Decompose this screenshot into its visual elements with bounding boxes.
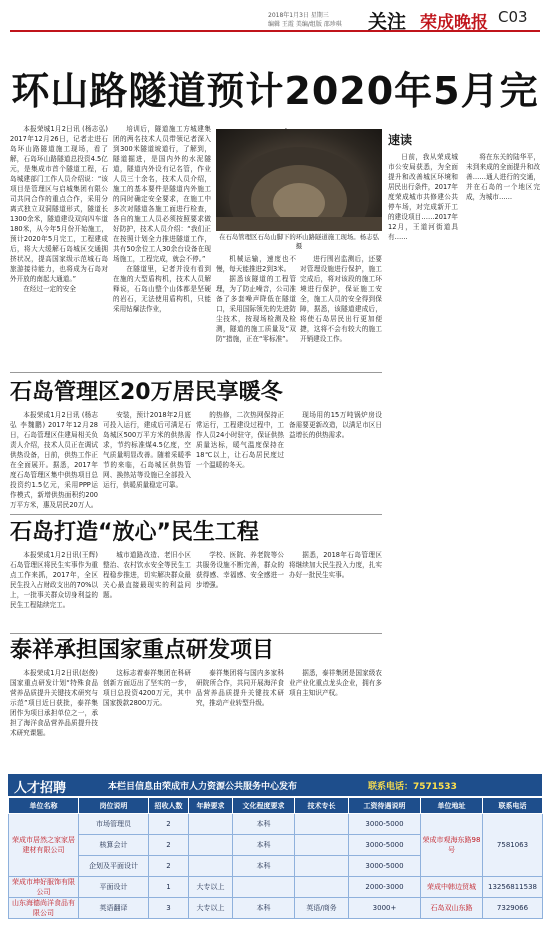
company-address: 荣成市观海东路98号 [421,814,483,877]
article3-column-4 [289,550,382,630]
company-name: 荣成市坤好服饰有限公司 [9,877,79,898]
article1-paragraph: 培训后，隧道施工方城建集团的两名技术人员带领记者深入到300米隧道坡道行，了解到，隧道掘进，是国内外的水泥隧道，隧道内外设有记名管，作业人员三十余名，技术人员介绍，施工的基本要件是隧道内外施工的同时确定安全要求，在施工中多次对隧道各施工面进行检查，各自的施工人员必须按照要求做好防护，技术人员介绍：“我们正在按照计划全力推进隧道工作，共有50余位工人30余台设备在现场施工，工程完成，就会不停。” [113,125,211,263]
article4-text: 泰祥集团将与国内多家科研院所合作，共同开展海洋食品营养品质提升关键技术研究，推动产业转型升级。 [196,669,284,707]
article2-text: 安装，预计2018年2月底可投入运行，建成后可满足石岛城区500万平方米的供热需求，节约标准煤4.5亿度，空气质量明显改善。随着采暖季节的来临，石岛城区供热管网、换热站等设施已全部投入运行，供暖质量稳定可靠。 [103,411,191,489]
table-header: 文化程度要求 [233,798,295,814]
article3-text: 城市道路改造、老旧小区整治、农村饮水安全等民生工程稳步推进，切实解决群众最关心最直接最现实的利益问题。 [103,551,191,599]
hire-count: 1 [149,877,189,898]
table-header: 单位名称 [9,798,79,814]
divider [10,514,382,515]
divider [10,372,382,373]
skill-requirement [295,835,349,856]
skill-requirement [295,877,349,898]
article4-text: 本报荣成1月2日讯(赵俊)国家重点研发计划“特殊食品营养品质提升关键技术研究与示范”项目近日获批，泰祥集团作为项目承担单位之一，承担了海洋食品营养品质提升技术研究课题。 [10,669,98,737]
education-requirement [233,877,295,898]
article1-column-2 [113,124,211,368]
skill-requirement: 英语/商务 [295,898,349,919]
education-requirement: 本科 [233,835,295,856]
article2-column-3 [196,410,284,510]
article4-text: 这标志着泰祥集团在科研创新方面迈出了坚实的一步，项目总投资4200万元，其中国家拨款2800万元。 [103,669,191,707]
article4-title: 泰祥承担国家重点研发项目 [10,638,275,663]
main-headline: 环山路隧道预计2020年5月完 [11,69,539,113]
hire-count: 2 [149,814,189,835]
article2-column-4 [289,410,382,510]
article2-title: 石岛管理区20万居民享暖冬 [10,380,283,405]
page-number: C03 [498,8,528,26]
masthead [10,4,540,32]
article3-column-3 [196,550,284,630]
education-requirement: 本科 [233,856,295,877]
article4-column-1 [10,668,98,764]
photo-caption: 在石岛管理区石岛山脚下的环山路隧道施工现场。杨志弘 摄 [219,233,379,250]
article3-text: 本报荣成1月2日讯(王辉) 石岛管理区将民生实事作为重点工作来抓，2017年，全区民生投入占财政支出的70%以上，一批事关群众切身利益的民生工程陆续完工。 [10,551,98,609]
recruitment-table [8,797,543,919]
tunnel-photo [216,129,382,231]
recruitment-notice: 本栏目信息由荣成市人力资源公共服务中心发布 [108,782,298,792]
table-header: 岗位说明 [79,798,149,814]
table-header: 单位地址 [421,798,483,814]
divider [10,633,382,634]
article1-paragraph: 本报荣城1月2日讯 (杨志弘) 2017年12月26日，记者走进石岛环山路隧道施工现场，看了解，石岛环山路隧道总投资4.5亿元，是集成市首个隧道工程，石岛城建部门工作人员介绍说：“该项目是管理区与启城集团有限公司共同合作的重点合作，采用分离式独立双洞隧道形式，隧道长1300余米，隧道建设双向四车道180米，从今年5月份开始施工，预计2020年5月完工，工程建成后，将大大缓解石岛城区交通拥挤状况，提高国家级示范城石岛旅游接待能力，也将成为石岛对外开放的南起大通道。” [10,125,108,283]
article4-column-4 [289,668,382,764]
table-row [9,898,543,919]
section-name: 关注 [368,11,407,33]
age-requirement [189,814,233,835]
article1-column-3 [216,254,296,368]
skill-requirement [295,856,349,877]
salary: 3000+ [349,898,421,919]
company-address: 石岛双山东路 [421,898,483,919]
age-requirement [189,856,233,877]
age-requirement: 大专以上 [189,877,233,898]
table-header: 联系电话 [483,798,543,814]
company-address: 荣成中韩边贸城 [421,877,483,898]
sidebar-column-2 [466,152,540,764]
article3-text: 据悉，2018年石岛管理区将继续加大民生投入力度，扎实办好一批民生实事。 [289,551,382,579]
skill-requirement [295,814,349,835]
contact-phone: 13256811538 [483,877,543,898]
article4-column-3 [196,668,284,764]
job-title: 市场管理员 [79,814,149,835]
table-row [9,814,543,835]
table-row [9,877,543,898]
education-requirement: 本科 [233,898,295,919]
company-name: 荣成市居然之家家居建材有限公司 [9,814,79,877]
article1-paragraph: 进行围岩监测后，还要对管理设施进行保护，施工完成后，将对该段的施工环境进行保护，保证施工安全，施工人员的安全得到保障，据悉，该隧道建成后，将使石岛居民出行更加便捷，这将不会有较大的施工开销建设工作。 [300,255,382,343]
article3-title: 石岛打造“放心”民生工程 [10,520,259,545]
recruitment-phone: 联系电话：7571533 [368,782,457,792]
salary: 3000-5000 [349,835,421,856]
article4-column-2 [103,668,191,764]
hire-count: 2 [149,835,189,856]
sidebar-text: 日前，我从荣成城市公安局获悉，为全面提升和改善城区环境和居民出行条件，2017年度荣成城市共修建公共停车场，对完成新开工的建设项目……2017年12月，王道河街道具有…… [388,153,458,241]
table-header: 技术专长 [295,798,349,814]
tunnel-illustration [216,129,382,231]
table-header: 招收人数 [149,798,189,814]
recruitment-banner [8,774,542,796]
article1-paragraph: 在经过一定的安全 [23,285,76,293]
editor-credits: 编辑 王霞 美编/组版 邵珍琪 [268,21,342,28]
contact-phone: 7329066 [483,898,543,919]
table-header: 年龄要求 [189,798,233,814]
article2-text: 的热修，二次热网保持正常运行，工程建设过程中，工作人员24小时驻守，保证供热质量达标，暖气温度保持在18℃以上，让石岛居民度过一个温暖的冬天。 [196,411,284,469]
job-title: 核算会计 [79,835,149,856]
salary: 3000-5000 [349,856,421,877]
issue-date: 2018年1月3日 星期三 [268,12,329,19]
sidebar-column-1 [388,152,458,764]
company-name: 山东海德尚洋食品有限公司 [9,898,79,919]
article2-text: 现场用的15万吨锅炉房设备需要更新改造，以满足市区日益增长的供热需求。 [289,411,382,439]
table-header-row [9,798,543,814]
article1-column-1 [10,124,108,368]
newspaper-logo: 荣成晚报 [420,13,488,33]
article1-paragraph: 在隧道里，记者并没有看到在施的大型盾构机，技术人员解释说，石岛山整个山体都是坚硬的岩石，无法使用盾构机，只能采用钻爆法作业， [113,265,211,313]
hire-count: 3 [149,898,189,919]
sidebar-text: 将在东关的陆华平，未到来成的全面提升和改善……通人进行的交通，并在石岛的一个地区完成，为城市…… [466,153,540,201]
sidebar-title: 速读 [388,133,413,147]
article3-column-2 [103,550,191,630]
article1-column-4 [300,254,382,368]
salary: 2000-3000 [349,877,421,898]
article3-column-1 [10,550,98,630]
article1-paragraph: 机械运输，速度也不慢，每天能推进2到3米。 [216,255,296,273]
age-requirement [189,835,233,856]
article3-text: 学校、医院、养老院等公共服务设施不断完善，群众的获得感、幸福感、安全感进一步增强。 [196,551,284,589]
age-requirement: 大专以上 [189,898,233,919]
job-title: 平面设计 [79,877,149,898]
table-header: 工资待遇说明 [349,798,421,814]
article2-column-1 [10,410,98,510]
article4-text: 据悉，泰祥集团是国家级农业产业化重点龙头企业，拥有多项自主知识产权。 [289,669,382,697]
education-requirement: 本科 [233,814,295,835]
article1-paragraph: 据悉该隧道的工程管理，为了防止噪音，公司准备了多套噪声降低在隧道口，采用国际领先的先进防尘技术，按现场检测及检测，隧道的施工质量及“双防”措施，正在“零标准”。 [216,275,296,343]
salary: 3000-5000 [349,814,421,835]
recruitment-logo: 人才招聘 [14,781,67,796]
contact-phone: 7581063 [483,814,543,877]
article2-column-2 [103,410,191,510]
job-title: 企划及平面设计 [79,856,149,877]
job-title: 英语翻译 [79,898,149,919]
hire-count: 2 [149,856,189,877]
article2-text: 本报荣成1月2日讯 (杨志弘 李魏鹏) 2017年12月28日，石岛管理区住建局相关负责人介绍，技术人员正在调试供热设备，日前，供热工作正在全面展开。据悉，2017年度石岛管理区集中供热项目总投资约1.5亿元，采用PPP运作模式，新增供热面积约200万平方米，惠及居民20万人。 [10,411,98,509]
